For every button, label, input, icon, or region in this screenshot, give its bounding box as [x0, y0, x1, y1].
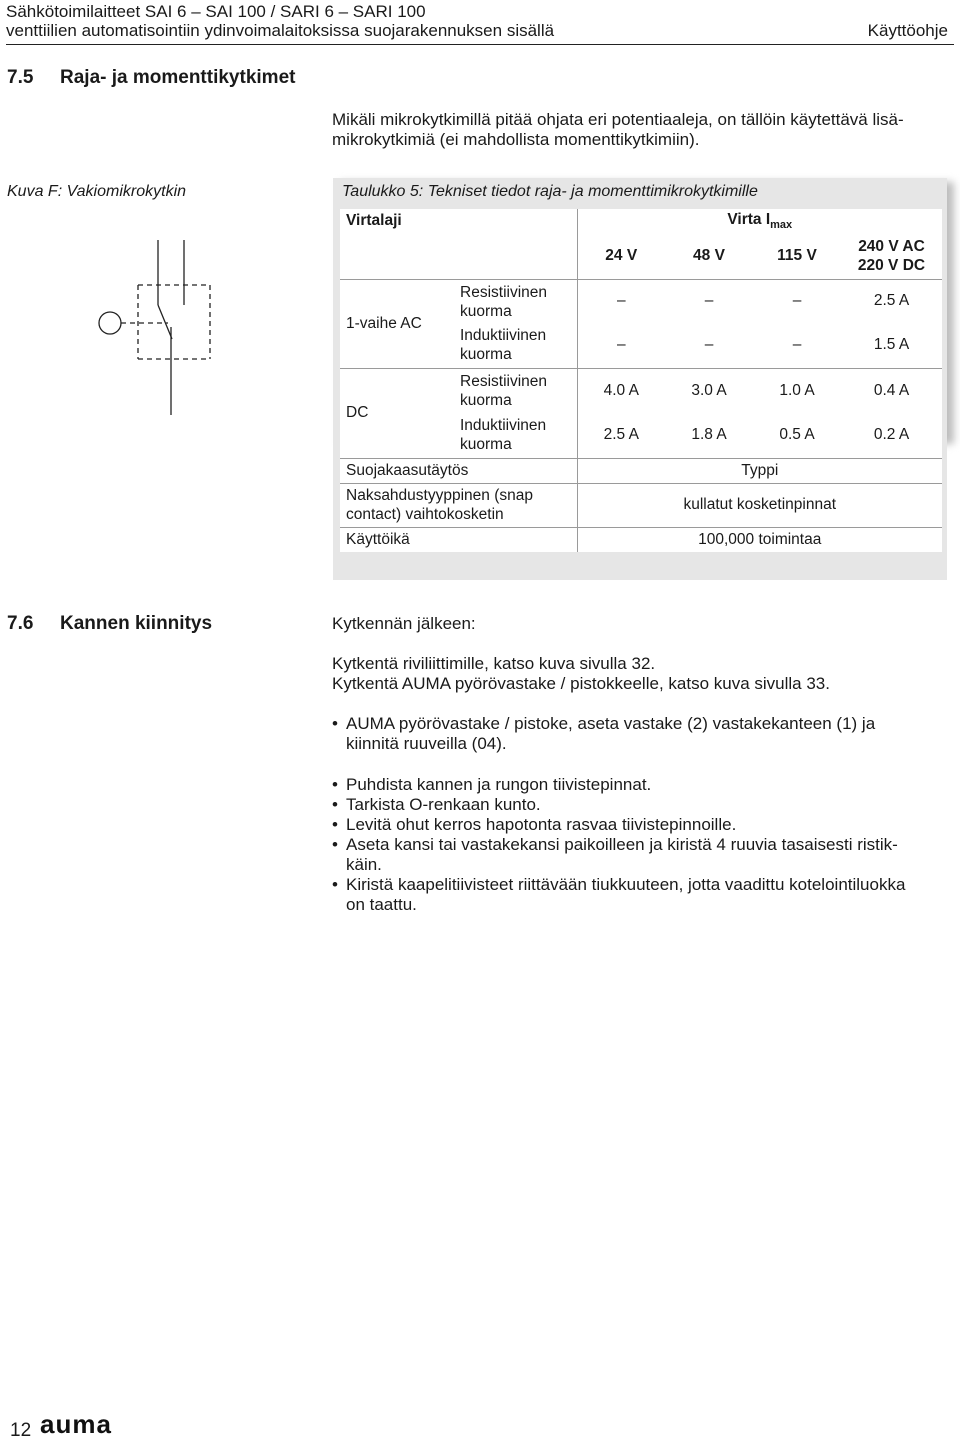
table-cell: kullatut kosketinpinnat	[577, 483, 942, 527]
header-empty-cell	[340, 233, 577, 279]
table-cell: –	[577, 323, 665, 368]
col-115v: 115 V	[753, 233, 841, 279]
section-number: 7.5	[7, 67, 34, 88]
table-cell: 100,000 toimintaa	[577, 527, 942, 552]
list-item	[332, 835, 932, 875]
col-48v: 48 V	[665, 233, 753, 279]
load-type-resistive	[460, 279, 577, 323]
list-item	[332, 875, 932, 915]
table-cell: 1.0 A	[779, 381, 815, 399]
load-line: kuorma	[460, 303, 512, 321]
table-cell: –	[792, 292, 802, 310]
label-line: Naksahdustyyppinen (snap	[346, 487, 533, 504]
table-cell: –	[704, 292, 714, 310]
row-label-enclosure: Suojakaasutäytös	[340, 458, 577, 483]
table-cell: –	[577, 279, 665, 323]
list-item-line: • Aseta kansi tai vastakekansi paikoilleen ja kiristä 4 ruuvia tasaisesti ristik-	[346, 835, 898, 854]
load-line: kuorma	[460, 391, 512, 409]
table-cell: –	[753, 323, 841, 368]
load-type-inductive	[460, 413, 577, 458]
col-header-current-max	[577, 209, 942, 233]
table-cell: 1.8 A	[665, 413, 753, 458]
col-220v-dc: 220 V DC	[857, 256, 926, 274]
header-title-line1: Sähkötoimilaitteet SAI 6 – SAI 100 / SARI 6 – SARI 100	[6, 2, 426, 21]
list-item	[332, 714, 932, 754]
list-item-line: • AUMA pyörövastake / pistoke, aseta vastake (2) vastakekanteen (1) ja	[346, 714, 876, 733]
list-item-line: käin.	[346, 855, 382, 874]
list-item: • Tarkista O-renkaan kunto.	[332, 795, 932, 815]
paragraph-intro: Kytkennän jälkeen:	[332, 614, 476, 633]
row-label-dc: DC	[340, 368, 460, 458]
table-cell: Typpi	[577, 458, 942, 483]
load-type-inductive	[460, 323, 577, 368]
paragraph-line: mikrokytkimiä (ei mahdollista momenttikytkimiin).	[332, 130, 700, 149]
paragraph-line: Kytkentä AUMA pyörövastake / pistokkeelle, katso kuva sivulla 33.	[332, 674, 830, 693]
load-line: Resistiivinen	[460, 372, 548, 390]
paragraph-line: Mikäli mikrokytkimillä pitää ohjata eri potentiaaleja, on tällöin käytettävä lisä-	[332, 110, 904, 129]
load-line: Induktiivinen	[460, 417, 547, 435]
bullet-list	[332, 775, 932, 915]
list-item: • Levitä ohut kerros hapotonta rasvaa tiivistepinnoille.	[332, 815, 932, 835]
load-line: Induktiivinen	[460, 327, 547, 345]
auma-logo	[40, 1413, 130, 1435]
microswitch-diagram	[90, 235, 230, 420]
col-24v: 24 V	[577, 233, 665, 279]
load-type-resistive	[460, 368, 577, 413]
label-line: contact) vaihtokosketin	[346, 506, 504, 523]
col-header-current-label: Virta I	[727, 210, 771, 228]
header-divider	[6, 44, 954, 45]
table-cell: 4.0 A	[577, 368, 665, 413]
list-item-line: kiinnitä ruuveilla (04).	[346, 734, 507, 753]
section-title: Kannen kiinnitys	[60, 613, 213, 634]
auma-logo-text: auma	[40, 1413, 112, 1435]
table-cell: 0.4 A	[873, 381, 910, 399]
list-item-line: • Kiristä kaapelitiivisteet riittävään tiukkuuteen, jotta vaadittu kotelointiluokka	[346, 875, 906, 894]
section-title: Raja- ja momenttikytkimet	[60, 67, 296, 88]
page-number: 12	[10, 1420, 32, 1441]
table-cell: 2.5 A	[873, 292, 910, 310]
table-cell: 1.5 A	[841, 323, 942, 368]
col-240v	[841, 233, 942, 279]
figure-caption: Kuva F: Vakiomikrokytkin	[7, 183, 187, 200]
list-item: • Puhdista kannen ja rungon tiivistepinnat.	[332, 775, 932, 795]
row-label-snap-contact	[340, 483, 577, 527]
load-line: kuorma	[460, 436, 512, 454]
col-240v-ac: 240 V AC	[858, 237, 925, 255]
table-cell: 2.5 A	[577, 413, 665, 458]
table-caption: Taulukko 5: Tekniset tiedot raja- ja momenttimikrokytkimille	[342, 183, 758, 200]
load-line: Resistiivinen	[460, 284, 548, 302]
table-cell: 0.5 A	[753, 413, 841, 458]
list-item-line: on taattu.	[346, 895, 417, 914]
section-number: 7.6	[7, 613, 34, 634]
bullet-list	[332, 714, 932, 754]
col-header-current-type: Virtalaji	[346, 212, 402, 229]
table-cell: –	[665, 323, 753, 368]
spec-table	[340, 209, 942, 552]
row-label-lifetime: Käyttöikä	[346, 530, 410, 548]
load-line: kuorma	[460, 346, 512, 364]
header-title-line2: venttiilien automatisointiin ydinvoimalaitoksissa suojarakennuksen sisällä	[6, 21, 555, 40]
row-label-ac: 1-vaihe AC	[340, 279, 460, 368]
header-doc-type: Käyttöohje	[867, 21, 948, 40]
table-cell: 0.2 A	[841, 413, 942, 458]
paragraph-line: Kytkentä riviliittimille, katso kuva sivulla 32.	[332, 654, 656, 673]
table-cell: 3.0 A	[691, 381, 727, 399]
col-header-current-sub: max	[770, 219, 793, 232]
